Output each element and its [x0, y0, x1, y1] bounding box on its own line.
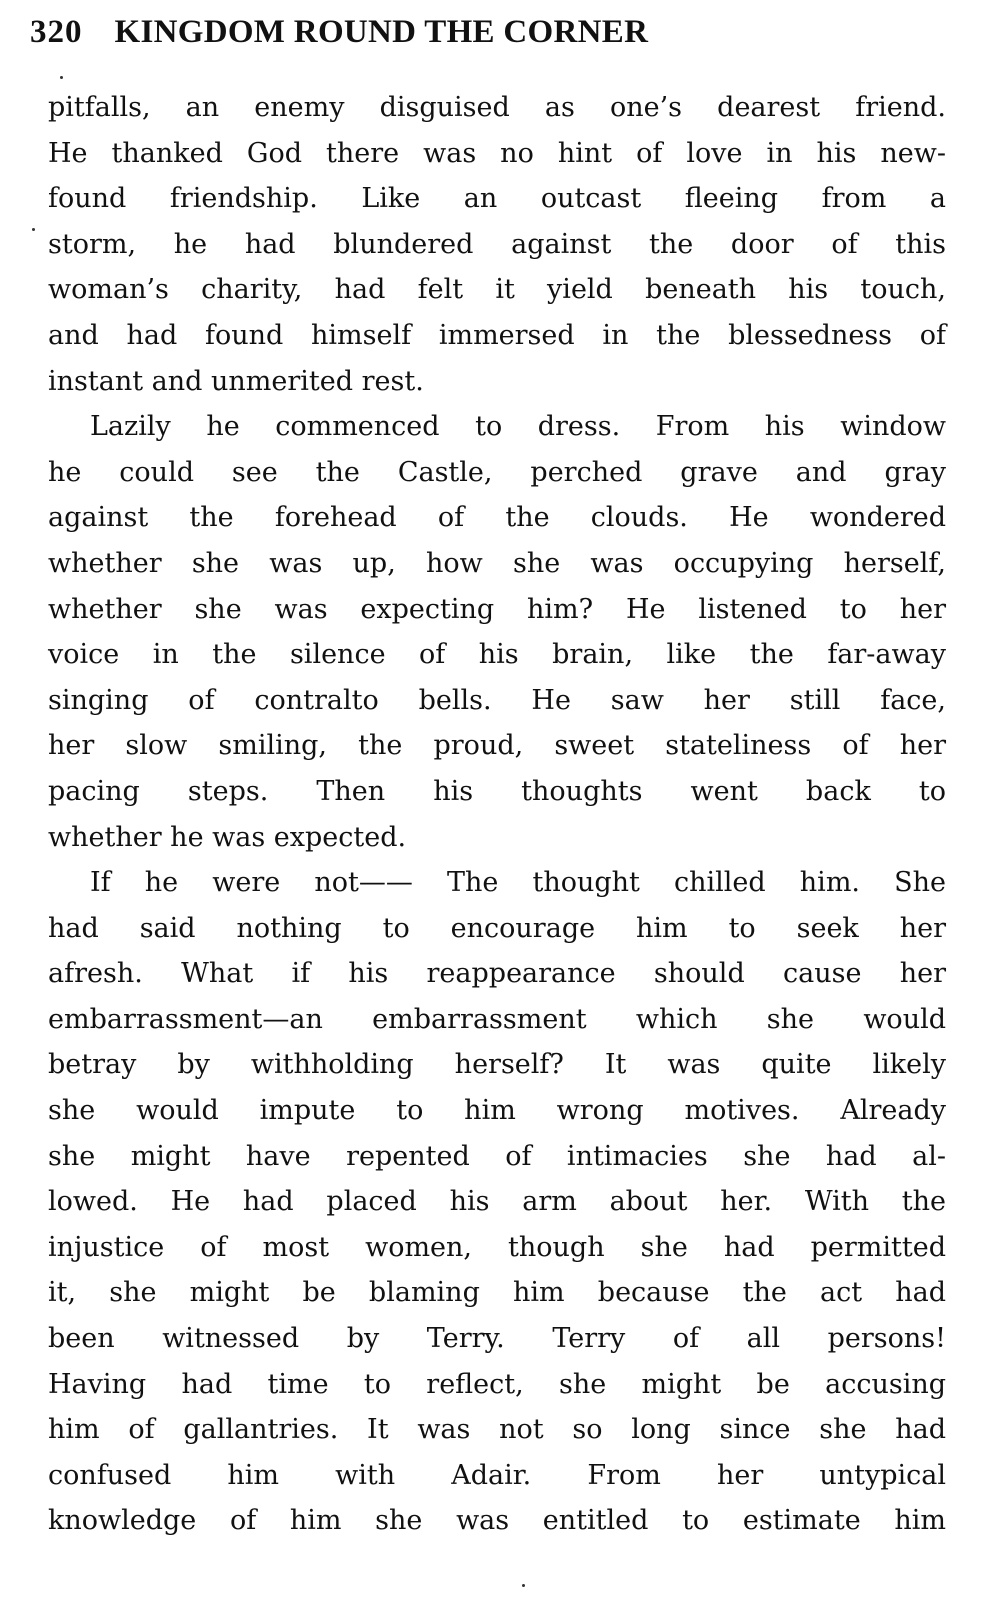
- text-line: she would impute to him wrong motives. Already: [48, 1095, 946, 1127]
- scan-speck: [32, 228, 35, 231]
- text-line: it, she might be blaming him because the act had: [48, 1277, 946, 1309]
- text-line: woman’s charity, had felt it yield beneath his touch,: [48, 274, 946, 306]
- text-line: her slow smiling, the proud, sweet stateliness of her: [48, 730, 946, 762]
- text-line: afresh. What if his reappearance should cause her: [48, 958, 946, 990]
- text-line: been witnessed by Terry. Terry of all persons!: [48, 1323, 946, 1355]
- text-line: he could see the Castle, perched grave and gray: [48, 456, 946, 488]
- text-line: If he were not—— The thought chilled him. She: [90, 867, 946, 899]
- scan-speck: [60, 76, 63, 79]
- text-line: whether he was expected.: [48, 821, 407, 853]
- paragraph: [48, 404, 946, 860]
- scan-speck: [522, 1584, 525, 1587]
- text-line: confused him with Adair. From her untypical: [48, 1459, 946, 1491]
- text-line: betray by withholding herself? It was quite likely: [48, 1049, 946, 1081]
- text-line: and had found himself immersed in the blessedness of: [48, 319, 946, 351]
- text-line: whether she was expecting him? He listened to her: [48, 593, 946, 625]
- text-line: him of gallantries. It was not so long since she had: [48, 1414, 946, 1446]
- text-line: Lazily he commenced to dress. From his window: [90, 411, 946, 443]
- text-line: embarrassment—an embarrassment which she would: [48, 1003, 946, 1035]
- page-number: 320: [30, 14, 83, 50]
- text-line: He thanked God there was no hint of love in his new-: [48, 137, 946, 169]
- text-line: knowledge of him she was entitled to estimate him: [48, 1505, 946, 1537]
- text-line: instant and unmerited rest.: [48, 365, 424, 397]
- text-line: had said nothing to encourage him to seek her: [48, 912, 946, 944]
- text-line: injustice of most women, though she had permitted: [48, 1231, 946, 1263]
- paragraph: [48, 860, 946, 1544]
- text-line: pitfalls, an enemy disguised as one’s dearest friend.: [48, 92, 946, 123]
- text-line: against the forehead of the clouds. He wondered: [48, 502, 946, 534]
- body-text: [48, 85, 946, 1544]
- text-line: voice in the silence of his brain, like the far-away: [48, 639, 946, 671]
- text-line: pacing steps. Then his thoughts went back to: [48, 775, 946, 807]
- text-line: storm, he had blundered against the door of this: [48, 228, 946, 260]
- text-line: singing of contralto bells. He saw her still face,: [48, 684, 946, 716]
- text-line: lowed. He had placed his arm about her. With the: [48, 1186, 946, 1218]
- text-line: whether she was up, how she was occupying herself,: [48, 547, 946, 579]
- running-header: [30, 14, 960, 54]
- running-title: KINGDOM ROUND THE CORNER: [114, 14, 649, 50]
- text-line: found friendship. Like an outcast fleeing from a: [48, 183, 946, 215]
- text-line: she might have repented of intimacies she had al-: [48, 1140, 946, 1172]
- paragraph: [48, 85, 946, 404]
- text-line: Having had time to reflect, she might be accusing: [48, 1368, 946, 1400]
